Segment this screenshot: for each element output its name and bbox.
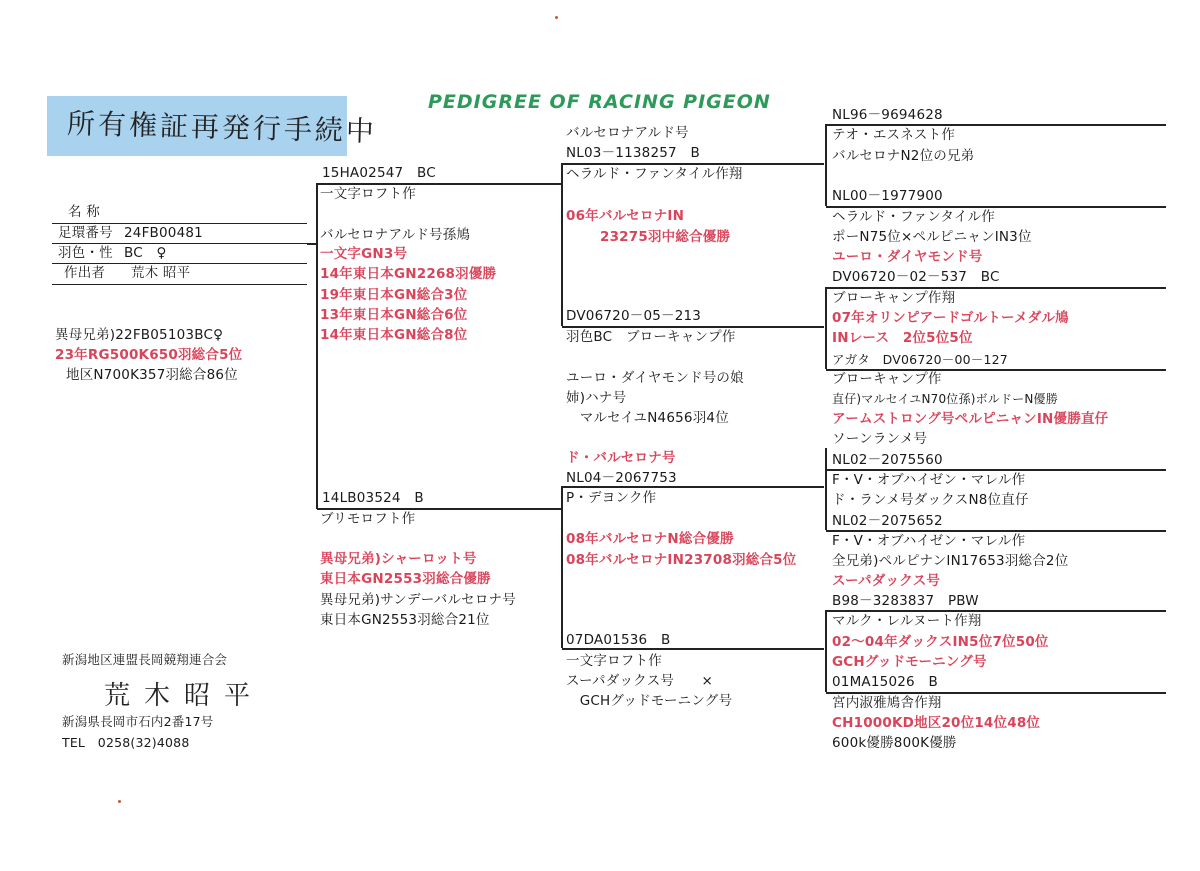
dss-note: ド・ランメ号ダックスN8位直仔 (832, 492, 1029, 508)
footer-name: 荒木昭平 (104, 681, 265, 711)
note-text: 所有権証再発行手続中 (66, 106, 378, 149)
sire-dam-ring: DV06720－05－213 (566, 308, 702, 324)
sdd-breeder: ブローキャンプ作 (832, 371, 942, 387)
ring-value: 24FB00481 (124, 225, 203, 241)
sss-breeder: テオ・エスネスト作 (832, 127, 956, 143)
dss-breeder: F・V・オブハイゼン・マレル作 (832, 472, 1026, 488)
sdd-red: アームストロング号ペルピニャンIN優勝直仔 (832, 411, 1109, 427)
sire-ring: 15HA02547 BC (322, 165, 436, 181)
handwritten-note (47, 96, 378, 156)
sire-sire-name: バルセロナアルド号 (566, 125, 689, 141)
color-sex-label: 羽色・性 (58, 245, 113, 261)
dam-sire-result-2: 08年バルセロナIN23708羽総合5位 (566, 552, 797, 568)
dsd-note: 全兄弟)ペルピナンIN17653羽総合2位 (832, 553, 1069, 569)
dam-ring: 14LB03524 B (322, 490, 424, 506)
dds-red-2: GCHグッドモーニング号 (832, 654, 987, 670)
dam-dam-ring: 07DA01536 B (566, 632, 671, 648)
district-result: 地区N700K357羽総合86位 (66, 367, 238, 383)
ddd-red: CH1000KD地区20位14位48位 (832, 715, 1041, 731)
dam-sire-result-1: 08年バルセロナN総合優勝 (566, 531, 734, 547)
half-sibling-note: 異母兄弟)22FB05103BC♀ (55, 327, 224, 343)
sire-sire-result-2: 23275羽中総合優勝 (600, 229, 731, 245)
dds-ring: B98－3283837 PBW (832, 593, 979, 609)
ring-label: 足環番号 (58, 225, 113, 241)
ssd-ring: NL00－1977900 (832, 188, 943, 204)
ddd-ring: 01MA15026 B (832, 674, 938, 690)
name-label: 名 称 (68, 204, 100, 220)
sire-sire-ring: NL03－1138257 B (566, 145, 700, 161)
ssd-breeder: ヘラルド・ファンタイル作 (832, 209, 995, 225)
sds-red-2: INレース 2位5位5位 (832, 330, 973, 346)
dds-breeder: マルク・レルヌート作翔 (832, 613, 982, 629)
dam-sire-ring: NL04－2067753 (566, 470, 677, 486)
color-sex-value: BC ♀ (124, 245, 167, 261)
breeder-value: 荒木 昭平 (131, 265, 191, 281)
dds-red-1: 02～04年ダックスIN5位7位50位 (832, 634, 1049, 650)
sss-ring: NL96－9694628 (832, 107, 943, 123)
dss-ring: NL02－2075560 (832, 452, 943, 468)
dsd-red: スーパダックス号 (832, 573, 941, 589)
dam-sire-name: ド・バルセロナ号 (566, 450, 676, 466)
sdd-note: 直仔)マルセイユN70位孫)ボルドーN優勝 (832, 392, 1058, 406)
dsd-breeder: F・V・オブハイゼン・マレル作 (832, 533, 1026, 549)
sds-red-1: 07年オリンピアードゴルトーメダル鳩 (832, 310, 1069, 326)
sds-breeder: ブローキャンプ作翔 (832, 290, 956, 306)
sire-sire-result-1: 06年バルセロナIN (566, 208, 685, 224)
page-title: PEDIGREE OF RACING PIGEON (428, 91, 771, 113)
breeder-label: 作出者 (64, 265, 106, 281)
dsd-ring: NL02－2075652 (832, 513, 943, 529)
ddd-breeder: 宮内淑雅鳩舎作翔 (832, 695, 942, 711)
sss-note: バルセロナN2位の兄弟 (832, 148, 975, 164)
footer-org: 新潟地区連盟長岡競翔連合会 (62, 652, 228, 667)
ddd-note: 600k優勝800K優勝 (832, 735, 957, 751)
dam-sire-breeder: P・デヨンク作 (566, 490, 657, 506)
ssd-note: ポーN75位×ペルピニャンIN3位 (832, 229, 1032, 245)
footer-address: 新潟県長岡市石内2番17号 (62, 714, 214, 729)
footer-tel: TEL 0258(32)4088 (62, 735, 190, 750)
half-sibling-result: 23年RG500K650羽総合5位 (55, 347, 243, 363)
sire-sire-breeder: ヘラルド・ファンタイル作翔 (566, 166, 743, 182)
ssd-red: ユーロ・ダイヤモンド号 (832, 249, 983, 265)
sdd-note-2: ソーンランメ号 (832, 431, 928, 447)
sdd-ring: アガタ DV06720－00－127 (832, 352, 1008, 367)
sds-ring: DV06720－02－537 BC (832, 269, 1000, 285)
